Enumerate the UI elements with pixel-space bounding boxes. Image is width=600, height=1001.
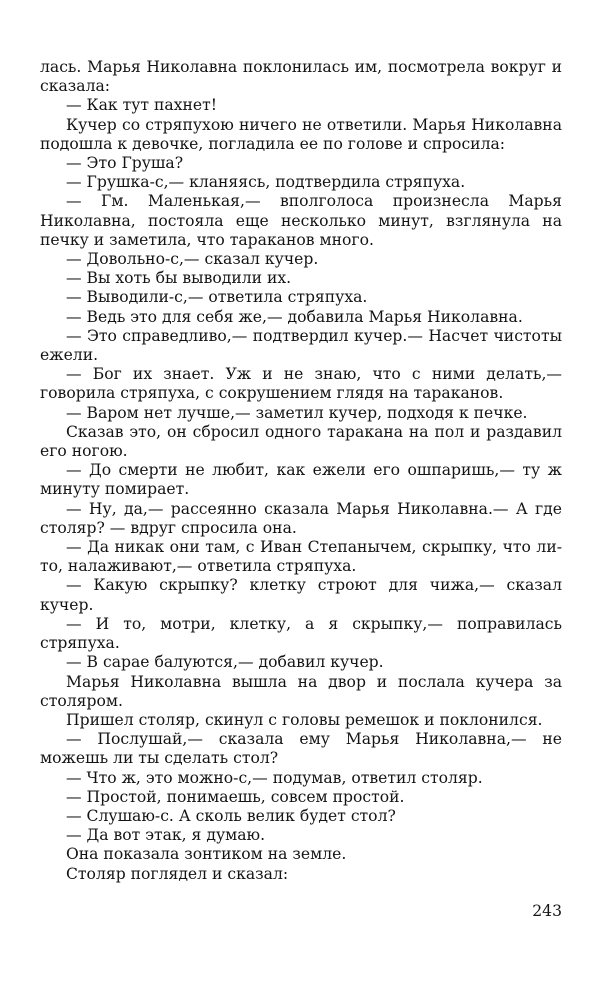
paragraph: — Гм. Маленькая,— вполголоса произнесла Марья Николавна, постояла еще несколько минут, взглянула на печку и заметила, что тараканов много.	[40, 192, 562, 249]
paragraph: — Варом нет лучше,— заметил кучер, подходя к печке.	[66, 403, 528, 422]
paragraph: — Грушка-с,— кланяясь, подтвердила стряпуха.	[66, 173, 466, 192]
body-text	[40, 58, 562, 884]
paragraph: Сказав это, он сбросил одного таракана на пол и раздавил его ногою.	[40, 422, 562, 461]
paragraph: Она показала зонтиком на земле.	[66, 845, 347, 864]
paragraph: — До смерти не любит, как ежели его ошпаришь,— ту ж минуту помирает.	[40, 461, 562, 499]
paragraph: Пришел столяр, скинул с головы ремешок и поклонился.	[66, 710, 543, 729]
paragraph: — Это справедливо,— подтвердил кучер.— Насчет чистоты ежели.	[40, 326, 562, 365]
paragraph: — Довольно-с,— сказал кучер.	[66, 250, 319, 269]
paragraph: — Послушай,— сказала ему Марья Николавна,— не можешь ли ты сделать стол?	[40, 730, 562, 768]
paragraph: — Бог их знает. Уж и не знаю, что с ними делать,— говорила стряпуха, с сокрушением глядя на тараканов.	[40, 365, 562, 403]
paragraph: Марья Николавна вышла на двор и послала кучера за столяром.	[40, 672, 562, 710]
paragraph: — Да вот этак, я думаю.	[66, 826, 266, 845]
paragraph: — Это Груша?	[66, 154, 184, 173]
paragraph: — И то, мотри, клетку, а я скрыпку,— поправилась стряпуха.	[40, 614, 562, 653]
paragraph: — Что ж, это можно-с,— подумав, ответил столяр.	[66, 768, 483, 787]
paragraph: — Слушаю-с. А сколь велик будет стол?	[66, 806, 396, 825]
paragraph: Кучер со стряпухою ничего не ответили. Марья Николавна подошла к девочке, погладила ее по голове и спросила:	[40, 115, 562, 153]
paragraph: — В сарае балуются,— добавил кучер.	[66, 653, 384, 672]
paragraph: — Ведь это для себя же,— добавила Марья Николавна.	[66, 307, 523, 326]
paragraph: — Какую скрыпку? клетку строют для чижа,— сказал кучер.	[40, 576, 562, 614]
paragraph: — Да никак они там, с Иван Степанычем, скрыпку, что ли-то, налаживают,— ответила стряпуха.	[40, 538, 562, 576]
page-number: 243	[532, 902, 562, 920]
paragraph: — Вы хоть бы выводили их.	[66, 269, 292, 288]
paragraph: лась. Марья Николавна поклонилась им, посмотрела вокруг и сказала:	[40, 58, 562, 96]
paragraph: — Простой, понимаешь, совсем простой.	[66, 787, 405, 806]
paragraph: — Выводили-с,— ответила стряпуха.	[66, 288, 368, 307]
paragraph: Столяр поглядел и сказал:	[66, 864, 289, 883]
paragraph: — Ну, да,— рассеянно сказала Марья Николавна.— А где столяр? — вдруг спросила она.	[40, 499, 562, 537]
paragraph: — Как тут пахнет!	[66, 96, 218, 115]
